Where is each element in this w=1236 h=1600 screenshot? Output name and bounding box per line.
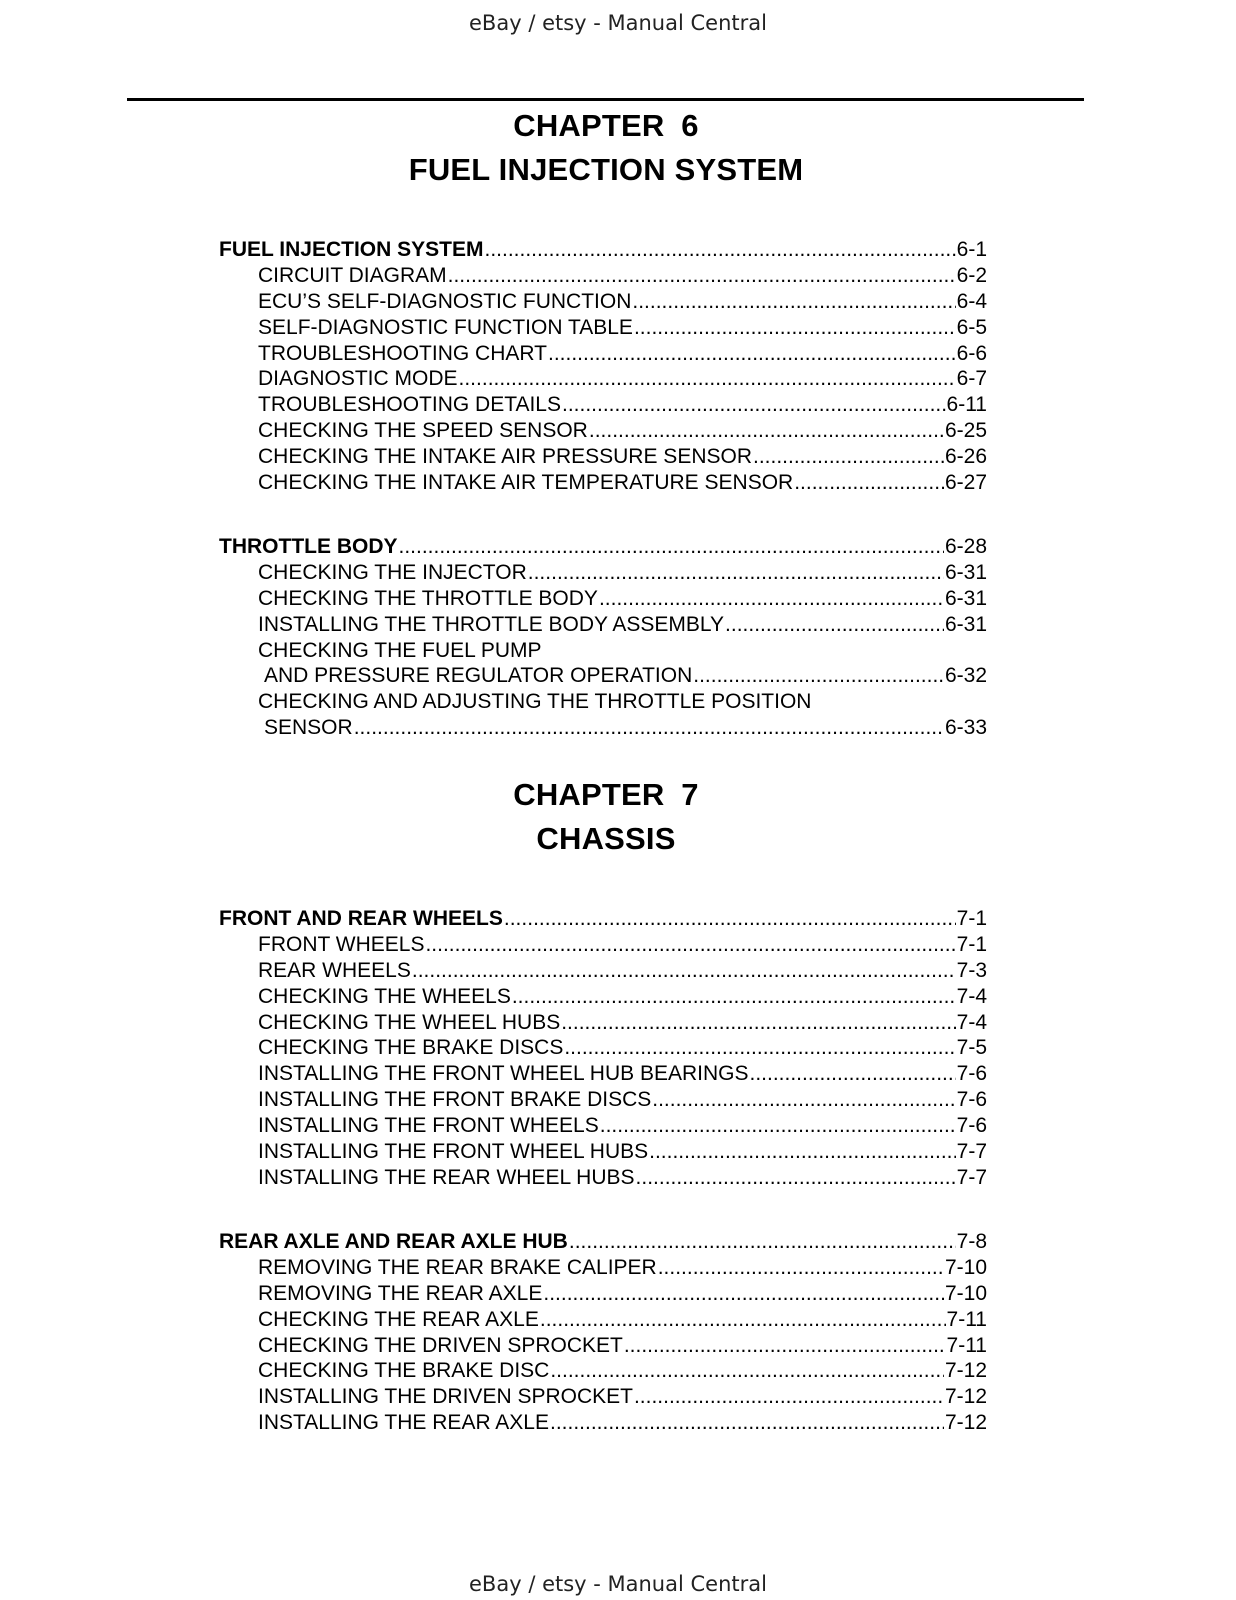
toc-label: REMOVING THE REAR AXLE (258, 1281, 543, 1305)
toc-page: 7-11 (946, 1333, 987, 1357)
toc-label: REMOVING THE REAR BRAKE CALIPER (258, 1255, 657, 1279)
dot-leader (634, 1384, 944, 1410)
toc-page: 7-1 (956, 907, 987, 930)
toc-label: CIRCUIT DIAGRAM (258, 263, 447, 287)
toc-entry[interactable] (219, 932, 987, 958)
toc-label: CHECKING THE INJECTOR (258, 560, 527, 584)
dot-leader (632, 289, 955, 315)
dot-leader (504, 906, 956, 932)
toc-entry[interactable] (219, 237, 987, 263)
dot-leader (412, 958, 956, 984)
dot-leader (484, 237, 955, 263)
toc-label: DIAGNOSTIC MODE (258, 367, 458, 391)
toc-page: 7-8 (956, 1230, 987, 1253)
dot-leader (749, 1061, 955, 1087)
chapter-title: FUEL INJECTION SYSTEM (408, 152, 804, 187)
toc-page: 7-12 (944, 1385, 987, 1409)
toc-entry[interactable] (219, 1410, 987, 1436)
toc-label: INSTALLING THE REAR AXLE (258, 1411, 549, 1435)
toc-page: 6-4 (956, 289, 987, 313)
toc-label: CHECKING THE REAR AXLE (258, 1307, 539, 1331)
toc-entry[interactable] (219, 586, 987, 612)
toc-label: CHECKING THE WHEELS (258, 984, 511, 1008)
toc-label: CHECKING THE INTAKE AIR PRESSURE SENSOR (258, 445, 752, 469)
toc-page: 6-31 (944, 560, 987, 584)
toc-section-fuel-injection-system (219, 237, 987, 496)
toc-label: FRONT AND REAR WHEELS (219, 907, 503, 930)
dot-leader (354, 715, 944, 741)
toc-entry[interactable] (219, 1384, 987, 1410)
toc-page: 6-11 (946, 393, 987, 417)
toc-label: INSTALLING THE FRONT WHEEL HUB BEARINGS (258, 1062, 749, 1086)
toc-label: CHECKING AND ADJUSTING THE THROTTLE POSITION (258, 690, 812, 714)
toc-entry-continuation[interactable] (219, 715, 987, 741)
toc-label: INSTALLING THE FRONT WHEELS (258, 1114, 599, 1138)
chapter-7-heading (0, 773, 1212, 861)
dot-leader (569, 1229, 956, 1255)
toc-entry[interactable] (219, 1358, 987, 1384)
footer-watermark: eBay / etsy - Manual Central (469, 1572, 767, 1596)
toc-page: 7-7 (956, 1140, 987, 1164)
toc-label: ECU’S SELF-DIAGNOSTIC FUNCTION (258, 289, 632, 313)
toc-page: 7-3 (956, 958, 987, 982)
toc-entry[interactable] (219, 560, 987, 586)
dot-leader (624, 1333, 946, 1359)
toc-page: 6-31 (944, 586, 987, 610)
dot-leader (753, 444, 944, 470)
toc-page: 7-12 (944, 1359, 987, 1383)
toc-entry[interactable] (219, 1061, 987, 1087)
toc-page: 6-7 (956, 367, 987, 391)
dot-leader (658, 1255, 944, 1281)
toc-entry[interactable] (219, 1333, 987, 1359)
toc-entry[interactable] (219, 263, 987, 289)
toc-label: CHECKING THE INTAKE AIR TEMPERATURE SENSOR (258, 471, 794, 495)
toc-label: TROUBLESHOOTING DETAILS (258, 393, 561, 417)
toc-page: 6-28 (944, 535, 987, 558)
dot-leader (634, 315, 956, 341)
dot-leader (649, 1139, 956, 1165)
dot-leader (548, 341, 956, 367)
toc-entry-first-line[interactable] (219, 638, 987, 664)
dot-leader (589, 418, 944, 444)
toc-page: 6-5 (956, 315, 987, 339)
toc-page: 6-6 (956, 341, 987, 365)
dot-leader (550, 1358, 944, 1384)
dot-leader (399, 534, 944, 560)
toc-entry-first-line[interactable] (219, 689, 987, 715)
toc-label: CHECKING THE BRAKE DISCS (258, 1036, 564, 1060)
toc-entry[interactable] (219, 289, 987, 315)
toc-page: 7-4 (956, 1010, 987, 1034)
dot-leader (459, 366, 956, 392)
toc-label-continuation: SENSOR (264, 716, 353, 740)
dot-leader (636, 1165, 956, 1191)
toc-label-continuation: AND PRESSURE REGULATOR OPERATION (264, 664, 693, 688)
toc-page: 7-6 (956, 1062, 987, 1086)
toc-entry[interactable] (219, 315, 987, 341)
toc-section-front-and-rear-wheels (219, 906, 987, 1191)
dot-leader (448, 263, 956, 289)
header-watermark: eBay / etsy - Manual Central (469, 11, 767, 35)
toc-entry[interactable] (219, 1307, 987, 1333)
dot-leader (562, 392, 946, 418)
toc-entry[interactable] (219, 1087, 987, 1113)
toc-entry[interactable] (219, 906, 987, 932)
toc-label: REAR WHEELS (258, 958, 411, 982)
toc-label: CHECKING THE WHEEL HUBS (258, 1010, 561, 1034)
toc-label: CHECKING THE BRAKE DISC (258, 1359, 550, 1383)
dot-leader (543, 1281, 944, 1307)
chapter-6-heading (0, 104, 1212, 192)
toc-label: INSTALLING THE REAR WHEEL HUBS (258, 1165, 635, 1189)
toc-entry[interactable] (219, 444, 987, 470)
toc-page: 7-10 (944, 1281, 987, 1305)
toc-label: FUEL INJECTION SYSTEM (219, 238, 484, 261)
toc-page: 7-11 (946, 1307, 987, 1331)
toc-entry[interactable] (219, 1113, 987, 1139)
toc-page: 7-6 (956, 1088, 987, 1112)
toc-label: CHECKING THE THROTTLE BODY (258, 586, 598, 610)
toc-entry[interactable] (219, 1010, 987, 1036)
toc-page: 7-12 (944, 1411, 987, 1435)
header-rule (127, 98, 1084, 101)
toc-label: INSTALLING THE DRIVEN SPROCKET (258, 1385, 633, 1409)
toc-label: REAR AXLE AND REAR AXLE HUB (219, 1230, 568, 1253)
toc-page: 7-4 (956, 984, 987, 1008)
toc-label: CHECKING THE FUEL PUMP (258, 638, 542, 662)
dot-leader (425, 932, 955, 958)
toc-entry[interactable] (219, 1229, 987, 1255)
toc-entry[interactable] (219, 1255, 987, 1281)
toc-page: 6-31 (944, 612, 987, 636)
toc-page: 6-26 (944, 445, 987, 469)
toc-label: THROTTLE BODY (219, 535, 398, 558)
dot-leader (564, 1035, 955, 1061)
toc-entry[interactable] (219, 984, 987, 1010)
toc-label: INSTALLING THE FRONT BRAKE DISCS (258, 1088, 652, 1112)
toc-label: INSTALLING THE THROTTLE BODY ASSEMBLY (258, 612, 725, 636)
toc-entry[interactable] (219, 612, 987, 638)
dot-leader (561, 1010, 955, 1036)
toc-label: SELF-DIAGNOSTIC FUNCTION TABLE (258, 315, 633, 339)
toc-page: 6-25 (944, 419, 987, 443)
toc-page: 6-27 (944, 471, 987, 495)
toc-entry[interactable] (219, 534, 987, 560)
dot-leader (512, 984, 956, 1010)
toc-entry[interactable] (219, 1281, 987, 1307)
toc-entry[interactable] (219, 958, 987, 984)
dot-leader (528, 560, 944, 586)
toc-entry[interactable] (219, 392, 987, 418)
dot-leader (599, 586, 944, 612)
toc-page: 6-32 (944, 664, 987, 688)
toc-label: INSTALLING THE FRONT WHEEL HUBS (258, 1140, 649, 1164)
toc-page: 6-1 (956, 238, 987, 261)
toc-label: TROUBLESHOOTING CHART (258, 341, 547, 365)
toc-section-rear-axle-and-rear-axle-hub (219, 1229, 987, 1436)
toc-section-throttle-body (219, 534, 987, 741)
toc-entry[interactable] (219, 1165, 987, 1191)
toc-page: 7-10 (944, 1255, 987, 1279)
dot-leader (652, 1087, 955, 1113)
toc-page: 7-1 (956, 932, 987, 956)
dot-leader (540, 1307, 946, 1333)
chapter-number: CHAPTER 7 (513, 777, 699, 812)
toc-page: 7-6 (956, 1114, 987, 1138)
toc-page: 6-2 (956, 263, 987, 287)
chapter-number: CHAPTER 6 (513, 108, 699, 143)
toc-label: CHECKING THE SPEED SENSOR (258, 419, 588, 443)
toc-entry[interactable] (219, 1139, 987, 1165)
toc-label: CHECKING THE DRIVEN SPROCKET (258, 1333, 623, 1357)
dot-leader (725, 612, 944, 638)
toc-entry[interactable] (219, 418, 987, 444)
toc-label: FRONT WHEELS (258, 932, 425, 956)
toc-page: 7-7 (956, 1165, 987, 1189)
dot-leader (794, 470, 944, 496)
toc-entry[interactable] (219, 366, 987, 392)
toc-entry-continuation[interactable] (219, 663, 987, 689)
toc-page: 6-33 (944, 716, 987, 740)
toc-entry[interactable] (219, 341, 987, 367)
toc-entry[interactable] (219, 470, 987, 496)
dot-leader (600, 1113, 956, 1139)
toc-page: 7-5 (956, 1036, 987, 1060)
dot-leader (550, 1410, 944, 1436)
dot-leader (693, 663, 944, 689)
chapter-title: CHASSIS (536, 821, 676, 856)
toc-entry[interactable] (219, 1035, 987, 1061)
